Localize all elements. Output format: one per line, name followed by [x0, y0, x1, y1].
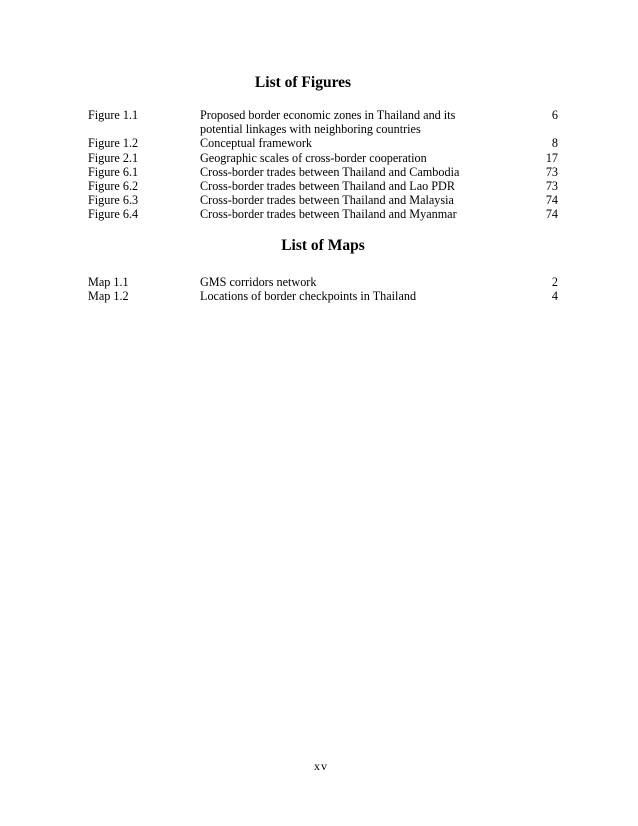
map-label: Map 1.2 [88, 289, 129, 304]
map-label: Map 1.1 [88, 275, 129, 289]
map-entry [88, 289, 558, 303]
figure-title: Cross-border trades between Thailand and Myanmar [200, 207, 457, 222]
figure-title: Proposed border economic zones in Thailand and its potential linkages with neighboring countries [200, 108, 456, 137]
figure-entry [88, 151, 558, 165]
figure-label: Figure 1.2 [88, 136, 139, 151]
figure-page-number: 73 [545, 179, 558, 194]
figure-label: Figure 6.1 [88, 164, 139, 179]
figure-entry [88, 207, 558, 221]
figure-page-number: 8 [551, 136, 558, 151]
figure-page-number: 74 [545, 193, 558, 208]
figure-label: Figure 1.1 [88, 108, 139, 122]
figure-label: Figure 2.1 [88, 150, 139, 165]
figure-label: Figure 6.3 [88, 193, 139, 208]
maps-list [88, 275, 558, 303]
figure-entry [88, 136, 558, 150]
list-of-maps-heading: List of Maps [281, 237, 365, 254]
figure-title: Cross-border trades between Thailand and Cambodia [200, 164, 460, 179]
figure-entry [88, 179, 558, 193]
figure-entry [88, 193, 558, 207]
figure-title: Conceptual framework [200, 136, 313, 151]
figure-entry [88, 165, 558, 179]
figure-title: Geographic scales of cross-border cooperation [200, 150, 427, 165]
figure-page-number: 73 [545, 164, 558, 179]
page-number: xv [314, 759, 328, 773]
figure-page-number: 17 [545, 150, 558, 165]
map-entry [88, 275, 558, 289]
figure-label: Figure 6.2 [88, 179, 139, 194]
figure-title: Cross-border trades between Thailand and Malaysia [200, 193, 454, 208]
figure-page-number: 6 [551, 108, 558, 122]
list-of-figures-heading: List of Figures [254, 74, 352, 91]
map-title: GMS corridors network [200, 275, 317, 289]
map-page-number: 2 [551, 275, 558, 289]
figure-label: Figure 6.4 [88, 207, 139, 222]
figures-list [88, 108, 558, 222]
map-title: Locations of border checkpoints in Thailand [200, 289, 417, 304]
figure-title: Cross-border trades between Thailand and Lao PDR [200, 179, 455, 194]
map-page-number: 4 [551, 289, 558, 304]
figure-page-number: 74 [545, 207, 558, 222]
figure-entry [88, 108, 558, 136]
